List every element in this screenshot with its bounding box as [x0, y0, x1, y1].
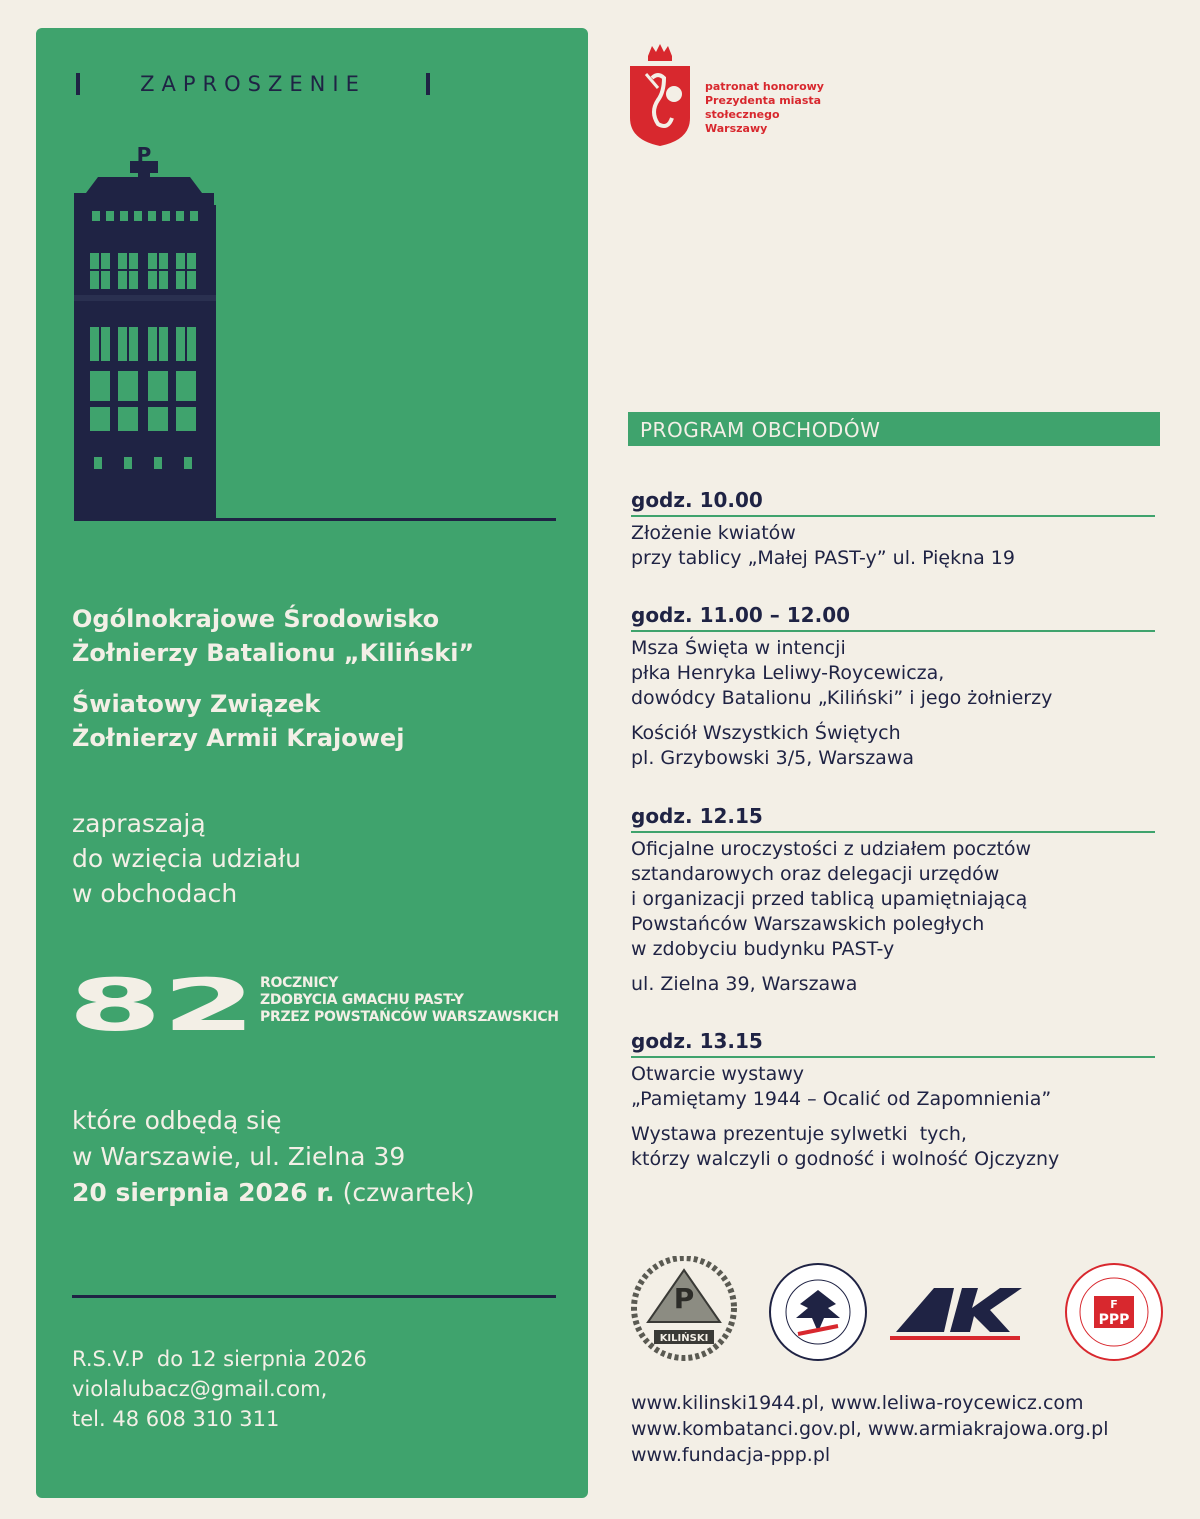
program-item [631, 488, 1155, 571]
program-text-line: Msza Święta w intencji [631, 637, 846, 659]
organizer-1 [72, 602, 474, 670]
event-details [72, 1103, 475, 1211]
program-text-line: Oficjalne uroczystości z udziałem pocztów [631, 838, 1032, 860]
patronage-text [705, 80, 824, 136]
invitation-header [76, 70, 430, 98]
patronage-line-2: Prezydenta miasta [705, 94, 822, 107]
program-place-line: Kościół Wszystkich Świętych [631, 722, 901, 744]
program-item [631, 804, 1155, 997]
rsvp-phone[interactable]: tel. 48 608 310 311 [72, 1407, 280, 1431]
program-item [631, 603, 1155, 771]
program-description [631, 837, 1155, 962]
program-text-line: i organizacji przed tablicą upamiętniającą [631, 888, 1028, 910]
program-item [631, 1029, 1155, 1172]
details-line-1: które odbędą się [72, 1106, 282, 1135]
program-place [631, 721, 1155, 771]
program-text-line: Otwarcie wystawy [631, 1063, 804, 1085]
event-date: 20 sierpnia 2026 r. [72, 1178, 335, 1207]
anniversary-line-1: ROCZNICY [260, 975, 339, 991]
anniversary-line-3: PRZEZ POWSTAŃCÓW WARSZAWSKICH [260, 1009, 559, 1025]
kilinski-label: KILIŃSKI [659, 1333, 709, 1344]
program-place-line: którzy walczyli o godność i wolność Ojczyzny [631, 1148, 1060, 1170]
invitation-title: ZAPROSZENIE [140, 72, 366, 96]
invite-line-1: zapraszają [72, 809, 206, 838]
header-left-bar [76, 73, 80, 95]
program-description [631, 1062, 1155, 1112]
program-text-line: w zdobyciu budynku PAST-y [631, 938, 895, 960]
program-time: godz. 13.15 [631, 1029, 1155, 1058]
header-right-bar [426, 73, 430, 95]
patronage-line-1: patronat honorowy [705, 80, 824, 93]
program-time: godz. 11.00 – 12.00 [631, 603, 1155, 632]
ak-logo [890, 1288, 1022, 1361]
website-links [631, 1390, 1108, 1468]
program-title: PROGRAM OBCHODÓW [640, 418, 881, 442]
ppp-f-letter: F [1110, 1298, 1118, 1311]
program-place-line: ul. Zielna 39, Warszawa [631, 973, 858, 995]
program-place [631, 1122, 1155, 1172]
program-text-line: dowódcy Batalionu „Kiliński” i jego żołnierzy [631, 687, 1053, 709]
patronage-line-3: stołecznego [705, 108, 780, 121]
link-line-2[interactable]: www.kombatanci.gov.pl, www.armiakrajowa.org.pl [631, 1418, 1109, 1440]
ppp-letters: PPP [1098, 1312, 1130, 1328]
rsvp-block [72, 1344, 367, 1434]
divider-bottom [72, 1295, 556, 1298]
event-weekday: (czwartek) [342, 1178, 475, 1207]
veterans-office-eagle-logo [770, 1264, 866, 1360]
rsvp-email[interactable]: violalubacz@gmail.com, [72, 1377, 328, 1401]
past-building-illustration [72, 145, 216, 521]
svg-text:P: P [136, 145, 152, 167]
program-time: godz. 12.15 [631, 804, 1155, 833]
program-description [631, 521, 1155, 571]
details-line-2: w Warszawie, ul. Zielna 39 [72, 1142, 406, 1171]
organizer-2 [72, 687, 404, 755]
invite-text [72, 806, 301, 911]
program-text-line: sztandarowych oraz delegacji urzędów [631, 863, 1000, 885]
polish-underground-state-foundation-logo [1066, 1264, 1162, 1360]
svg-text:P: P [673, 1282, 695, 1315]
program-place [631, 972, 1155, 997]
partner-logos [628, 1256, 1168, 1366]
anniversary-number-text: 82 [68, 976, 256, 1034]
invite-line-2: do wzięcia udziału [72, 844, 302, 873]
link-line-1[interactable]: www.kilinski1944.pl, www.leliwa-roycewicz.com [631, 1392, 1084, 1414]
anniversary-number [68, 976, 260, 1034]
program-text-line: przy tablicy „Małej PAST-y” ul. Piękna 19 [631, 547, 1015, 569]
kilinski-badge-logo [634, 1258, 734, 1358]
program-text-line: Złożenie kwiatów [631, 522, 796, 544]
anniversary-caption [260, 975, 559, 1026]
program-text-line: Powstańców Warszawskich poległych [631, 913, 985, 935]
program-text-line: płka Henryka Leliwy-Roycewicza, [631, 662, 945, 684]
details-date-line [72, 1175, 475, 1211]
organizer-2-line-1: Światowy Związek [72, 690, 321, 718]
warsaw-coat-of-arms-logo [628, 42, 692, 146]
program-place-line: pl. Grzybowski 3/5, Warszawa [631, 747, 914, 769]
organizer-1-line-2: Żołnierzy Batalionu „Kiliński” [72, 639, 475, 667]
program-time: godz. 10.00 [631, 488, 1155, 517]
invite-line-3: w obchodach [72, 879, 238, 908]
program-place-line: Wystawa prezentuje sylwetki tych, [631, 1123, 967, 1145]
divider-top [216, 518, 556, 521]
rsvp-deadline: R.S.V.P do 12 sierpnia 2026 [72, 1347, 367, 1371]
link-line-3[interactable]: www.fundacja-ppp.pl [631, 1444, 831, 1466]
patronage-line-4: Warszawy [705, 122, 768, 135]
organizer-1-line-1: Ogólnokrajowe Środowisko [72, 605, 440, 633]
program-description [631, 636, 1155, 711]
program-header [628, 412, 1160, 446]
organizer-2-line-2: Żołnierzy Armii Krajowej [72, 724, 405, 752]
anniversary-line-2: ZDOBYCIA GMACHU PAST-Y [260, 992, 464, 1008]
program-text-line: „Pamiętamy 1944 – Ocalić od Zapomnienia” [631, 1088, 1052, 1110]
ak-label: AK [957, 1360, 959, 1361]
